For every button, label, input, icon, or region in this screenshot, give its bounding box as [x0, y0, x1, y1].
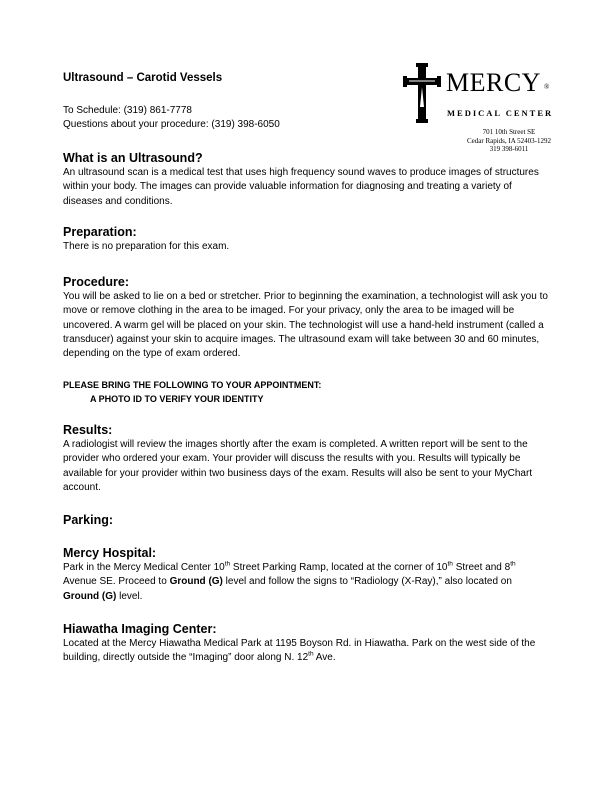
paragraph-mercy-hospital: Park in the Mercy Medical Center 10th Street Parking Ramp, located at the corner of 10th Street and 8th Avenue SE. Proceed to Ground (G) level and follow the signs to “Radiology (X-Ray),” also located on Ground (G) level. — [63, 560, 516, 602]
heading-hiawatha: Hiawatha Imaging Center: — [63, 622, 217, 636]
bring-photo-id: A PHOTO ID TO VERIFY YOUR IDENTITY — [90, 394, 264, 404]
heading-preparation: Preparation: — [63, 225, 137, 239]
registered-mark: ® — [543, 83, 550, 91]
address-line-2: Cedar Rapids, IA 52403-1292 — [467, 136, 551, 145]
contact-info — [63, 104, 280, 132]
section-parking — [63, 512, 549, 528]
paragraph-results: A radiologist will review the images shortly after the exam is completed. A written report will be sent to the provider who ordered your exam. Your provider will discuss the results with you. Results will typically be available for your provider within two business days of the exam. Results will also be sent to your MyChart account. — [63, 439, 533, 493]
paragraph-what-is-ultrasound: An ultrasound scan is a medical test that uses high frequency sound waves to produce images of structures within your body. The images can provide valuable information for diagnosing and treating a variety of diseases and conditions. — [63, 167, 539, 207]
logo-name: MERCY — [446, 68, 541, 97]
heading-mercy-hospital: Mercy Hospital: — [63, 546, 157, 560]
questions-phone: Questions about your procedure: (319) 398-6050 — [63, 119, 280, 130]
address-line-1: 701 10th Street SE — [482, 128, 536, 136]
logo-subtitle: MEDICAL CENTER — [447, 108, 554, 118]
paragraph-hiawatha: Located at the Mercy Hiawatha Medical Park at 1195 Boyson Rd. in Hiawatha. Park on the west side of the building, directly outside the “Imaging” door along N. 12th Ave. — [63, 638, 536, 664]
bring-instructions: PLEASE BRING THE FOLLOWING TO YOUR APPOINTMENT: — [63, 380, 322, 390]
heading-results: Results: — [63, 423, 113, 437]
section-what-is-ultrasound — [63, 150, 549, 209]
section-procedure — [63, 274, 549, 361]
heading-procedure: Procedure: — [63, 275, 129, 289]
section-preparation — [63, 224, 549, 254]
paragraph-preparation: There is no preparation for this exam. — [63, 241, 230, 252]
section-mercy-hospital — [63, 545, 549, 604]
section-hiawatha — [63, 621, 549, 666]
heading-what-is-ultrasound: What is an Ultrasound? — [63, 151, 203, 165]
schedule-phone: To Schedule: (319) 861-7778 — [63, 105, 192, 116]
document-title: Ultrasound – Carotid Vessels — [63, 72, 223, 84]
section-results — [63, 422, 549, 495]
section-bring — [63, 378, 549, 406]
address-phone: 319 398-6011 — [489, 145, 529, 153]
logo-wordmark — [446, 68, 550, 97]
heading-parking: Parking: — [63, 513, 114, 527]
paragraph-procedure: You will be asked to lie on a bed or stretcher. Prior to beginning the examination, a technologist will ask you to move or remove clothing in the area to be imaged. For your privacy, only the area to be imaged will be uncovered. A warm gel will be placed on your skin. The technologist will use a hand-held instrument (called a transducer) against your skin to acquire images. The ultrasound exam will take between 30 and 60 minutes, depending on the type of exam ordered. — [63, 291, 548, 360]
